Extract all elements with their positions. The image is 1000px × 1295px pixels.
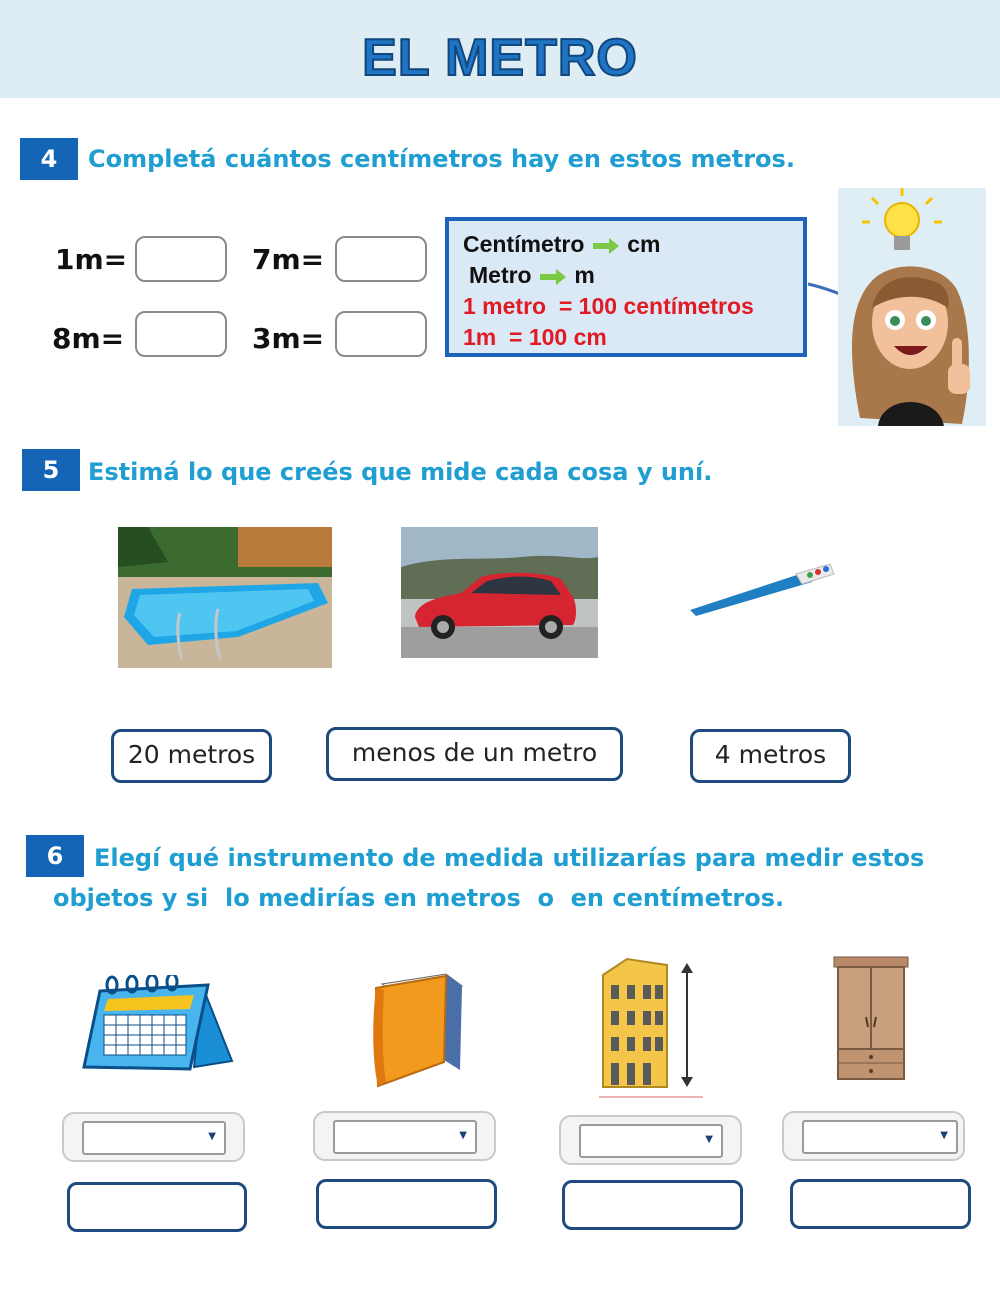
pool-image — [118, 527, 332, 668]
book-image — [372, 970, 464, 1090]
info-abbr-m: m — [574, 262, 595, 288]
green-arrow-icon — [591, 237, 621, 255]
option-20-metros[interactable]: 20 metros — [111, 729, 272, 783]
building-image — [597, 955, 705, 1100]
info-word-centimetro: Centímetro — [463, 231, 585, 257]
dropdown-building-wrap — [559, 1115, 742, 1165]
answer-input-7m[interactable] — [335, 236, 427, 282]
option-4-metros[interactable]: 4 metros — [690, 729, 851, 783]
section-5-instruction: Estimá lo que creés que mide cada cosa y uní. — [88, 458, 713, 486]
calendar-image — [82, 975, 234, 1073]
chevron-down-icon: ▼ — [459, 1130, 467, 1141]
section-4-number: 4 — [20, 138, 78, 180]
answer-input-8m[interactable] — [135, 311, 227, 357]
chevron-down-icon: ▼ — [940, 1130, 948, 1141]
answer-input-1m[interactable] — [135, 236, 227, 282]
teacher-avatar — [838, 188, 986, 426]
green-arrow-icon — [538, 268, 568, 286]
lightbulb-icon — [862, 188, 942, 250]
chevron-down-icon: ▼ — [705, 1134, 713, 1145]
info-line-2 — [469, 262, 595, 289]
section-6-instruction-line-1: Elegí qué instrumento de medida utilizarías para medir estos — [94, 844, 925, 872]
equation-label-1m: 1m= — [55, 243, 128, 276]
chevron-down-icon: ▼ — [208, 1131, 216, 1142]
info-line-4: 1m = 100 cm — [463, 324, 607, 350]
dropdown-book-wrap — [313, 1111, 496, 1161]
equation-label-8m: 8m= — [52, 322, 125, 355]
dropdown-calendar-wrap — [62, 1112, 245, 1162]
answer-input-3m[interactable] — [335, 311, 427, 357]
instrument-dropdown-calendar[interactable] — [82, 1121, 226, 1155]
equation-label-7m: 7m= — [252, 243, 325, 276]
section-6-instruction-line-2: objetos y si lo medirías en metros o en centímetros. — [53, 884, 785, 912]
instrument-dropdown-wardrobe[interactable] — [802, 1120, 958, 1154]
info-line-1 — [463, 231, 660, 258]
instrument-dropdown-building[interactable] — [579, 1124, 723, 1158]
equation-label-3m: 3m= — [252, 322, 325, 355]
unit-answer-wardrobe[interactable] — [790, 1179, 971, 1229]
info-abbr-cm: cm — [627, 231, 661, 257]
pen-image — [686, 560, 838, 620]
car-image — [401, 527, 598, 658]
instrument-dropdown-book[interactable] — [333, 1120, 477, 1154]
option-menos-de-un-metro[interactable]: menos de un metro — [326, 727, 623, 781]
section-4-instruction: Completá cuántos centímetros hay en estos metros. — [88, 145, 795, 173]
info-box — [445, 217, 807, 357]
unit-answer-calendar[interactable] — [67, 1182, 247, 1232]
section-5-number: 5 — [22, 449, 80, 491]
page-title: EL METRO — [362, 29, 638, 87]
info-line-3: 1 metro = 100 centímetros — [463, 293, 754, 319]
unit-answer-building[interactable] — [562, 1180, 743, 1230]
dropdown-wardrobe-wrap — [782, 1111, 965, 1161]
info-word-metro: Metro — [469, 262, 532, 288]
wardrobe-image — [832, 955, 910, 1085]
section-6-number: 6 — [26, 835, 84, 877]
avatar-illustration — [838, 188, 986, 426]
unit-answer-book[interactable] — [316, 1179, 497, 1229]
